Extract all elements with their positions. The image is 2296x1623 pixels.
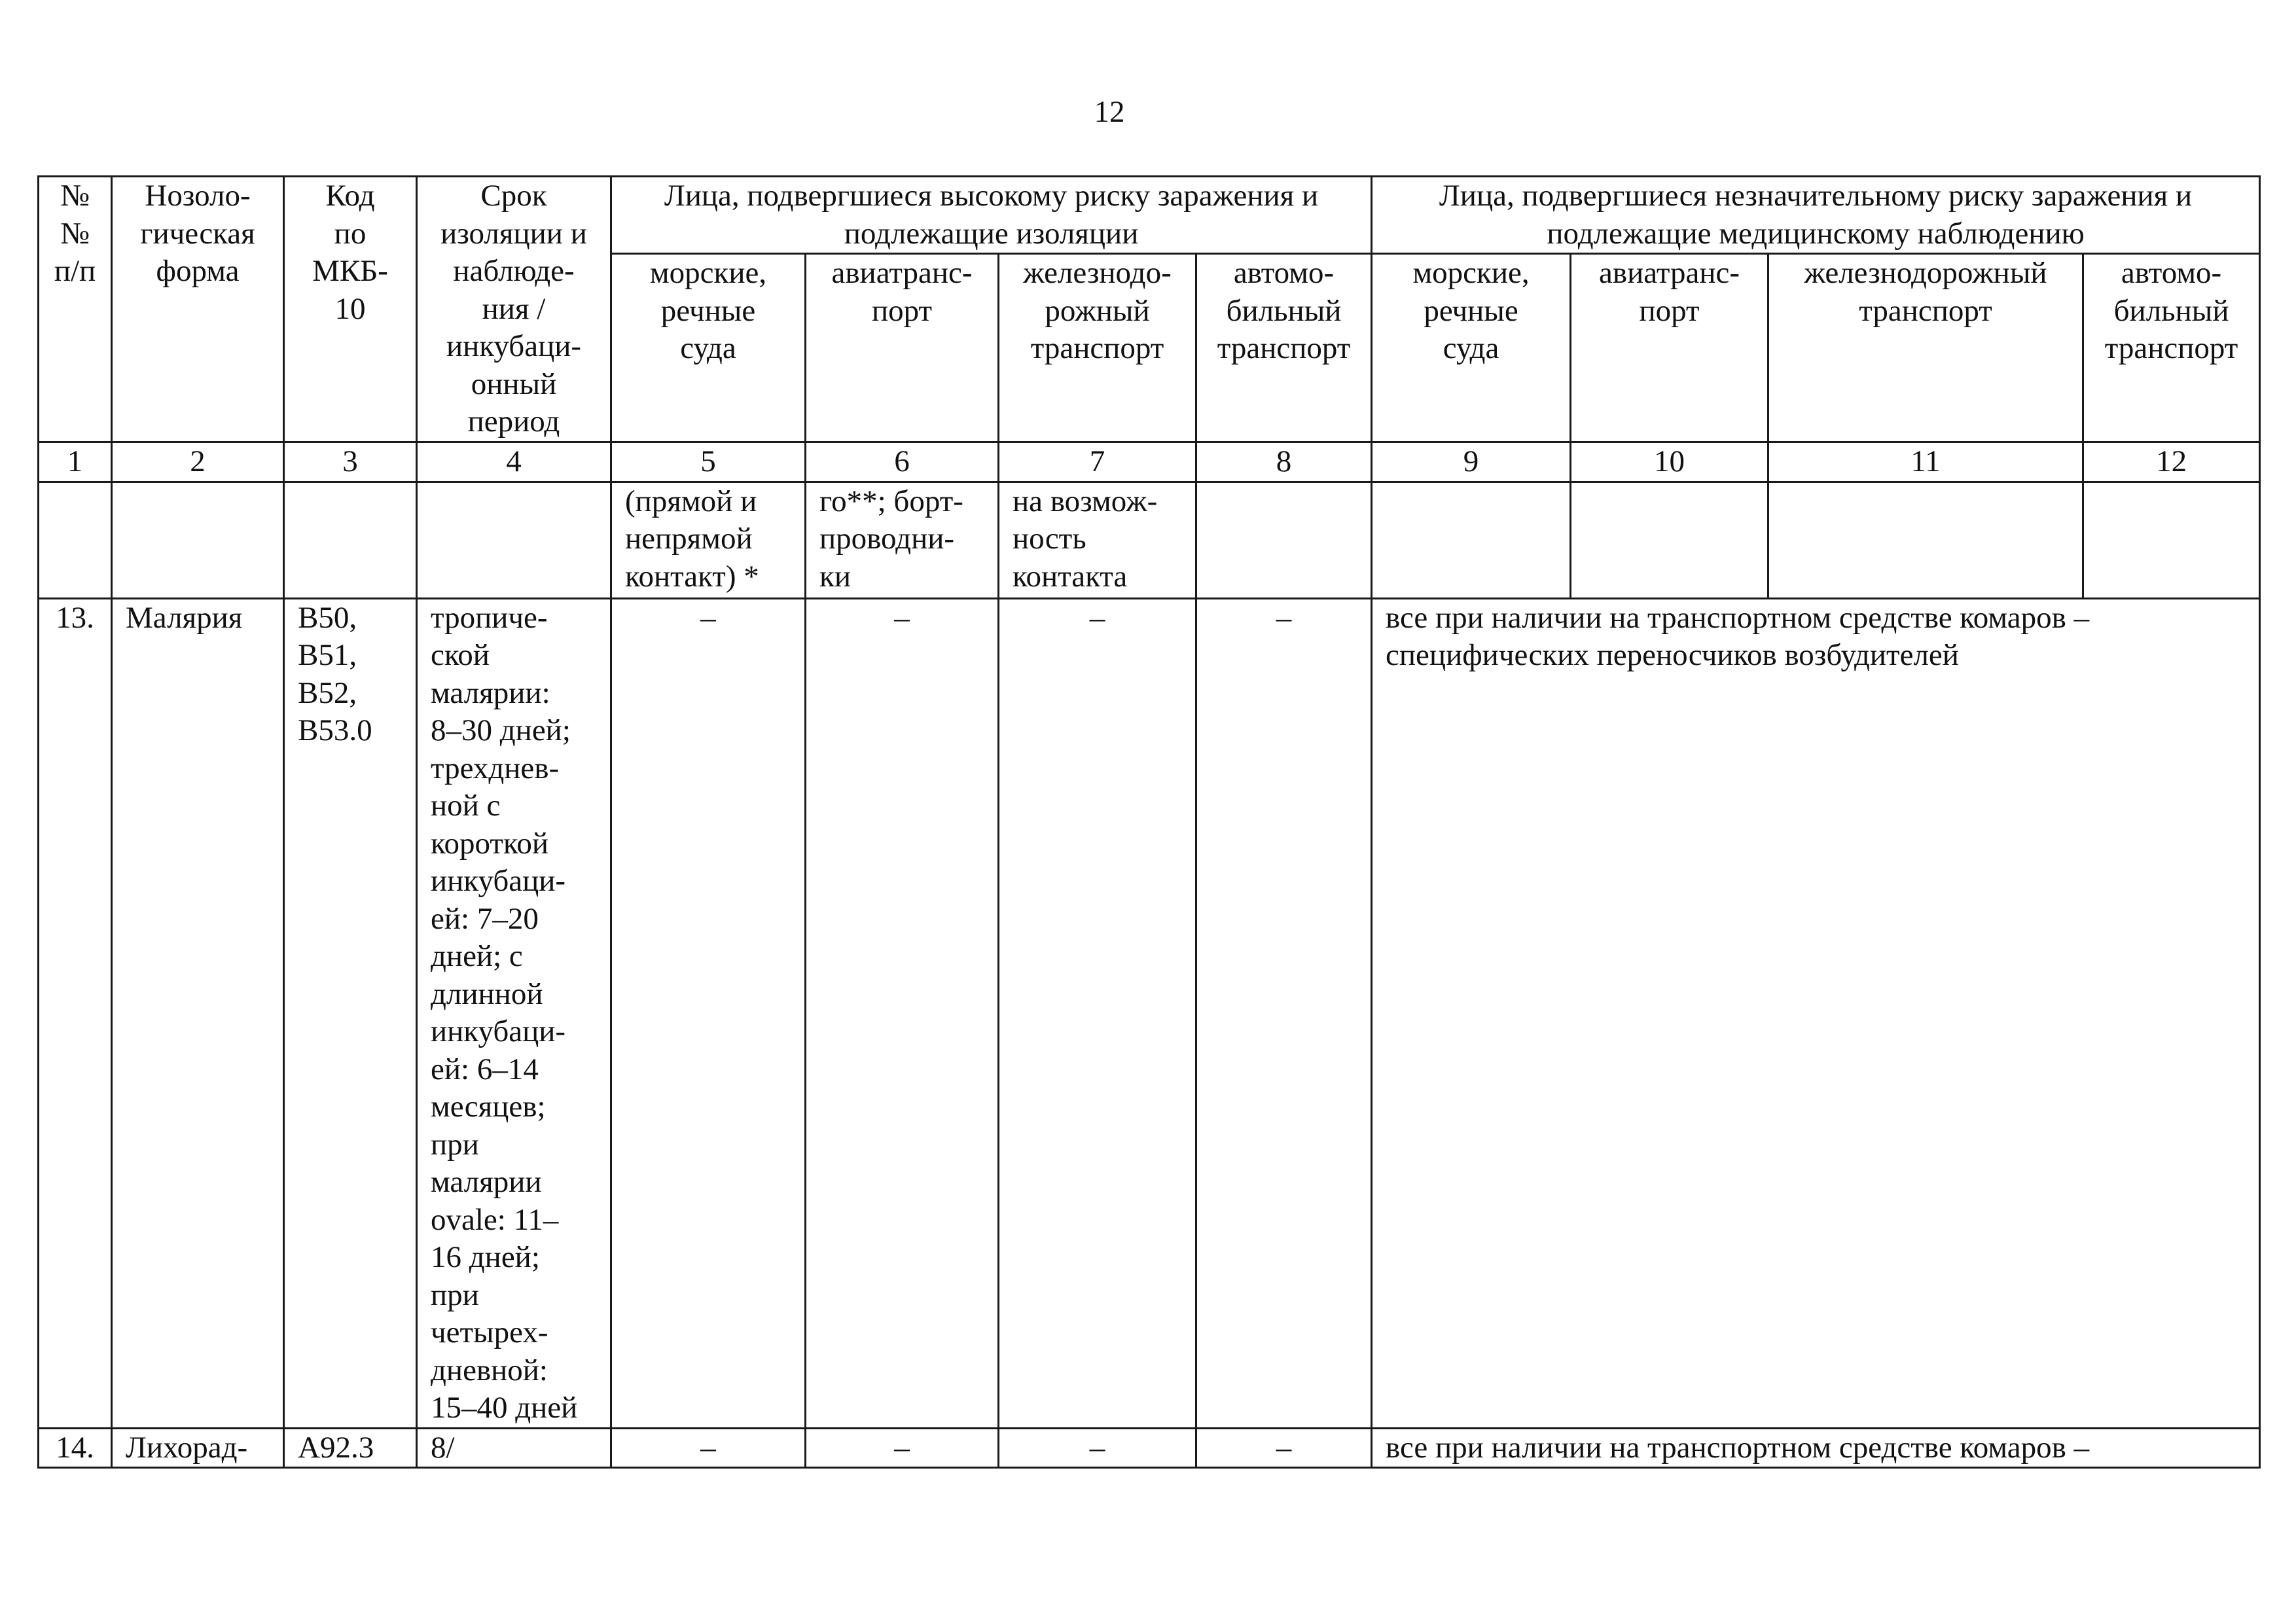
text-line: малярии [431, 1165, 542, 1199]
text-line: дней; с [431, 939, 523, 973]
text-line: контакта [1013, 559, 1128, 594]
header-low-air [1571, 254, 1768, 442]
text-line: автомо- [2121, 256, 2222, 290]
row-low-risk [1372, 598, 2260, 1428]
row-high-air: – [806, 1428, 999, 1468]
text-line: месяцев; [431, 1090, 546, 1124]
text-line: 16 дней; [431, 1240, 540, 1274]
continuation-sea [611, 482, 806, 598]
text-line: подлежащие медицинскому наблюдению [1547, 216, 2085, 251]
text-line: морские, [1412, 256, 1530, 290]
row-form: Лихорад- [112, 1428, 284, 1468]
text-line: дневной: [431, 1353, 548, 1387]
row-high-rail: – [999, 598, 1196, 1428]
text-line: наблюде- [453, 254, 575, 288]
empty-cell [417, 482, 611, 598]
text-line: № [60, 179, 90, 213]
column-number: 7 [999, 442, 1196, 482]
text-line: 15–40 дней [431, 1391, 578, 1425]
header-high-rail [999, 254, 1196, 442]
text-line: суда [680, 331, 736, 365]
row-high-auto: – [1196, 1428, 1372, 1468]
text-line: тропиче- [431, 600, 548, 635]
text-line: рожный [1045, 293, 1150, 328]
column-number: 2 [112, 442, 284, 482]
text-line: порт [1639, 293, 1700, 328]
row-high-sea: – [611, 598, 806, 1428]
column-number: 10 [1571, 442, 1768, 482]
column-number: 12 [2083, 442, 2260, 482]
text-line: Нозоло- [145, 179, 251, 213]
header-form [112, 177, 284, 442]
header-num [39, 177, 112, 442]
text-line: автомо- [1233, 256, 1335, 290]
text-line: железнодорожный [1804, 256, 2047, 290]
text-line: малярии: [431, 675, 550, 710]
text-line: длинной [431, 976, 543, 1011]
header-row-1 [39, 177, 2260, 254]
text-line: железнодо- [1023, 256, 1172, 290]
header-low-risk-group [1372, 177, 2260, 254]
text-line: ей: 7–20 [431, 901, 539, 936]
text-line: при [431, 1127, 479, 1162]
text-line: ей: 6–14 [431, 1052, 539, 1086]
text-line: на возмож- [1013, 484, 1158, 518]
header-high-risk-group [611, 177, 1372, 254]
column-number: 3 [284, 442, 417, 482]
row-low-risk: все при наличии на транспортном средстве комаров – [1372, 1428, 2260, 1468]
text-line: го**; борт- [819, 484, 963, 518]
text-line: авиатранс- [1599, 256, 1740, 290]
text-line: речные [660, 293, 756, 328]
text-line: все при наличии на транспортном средстве комаров – [1386, 600, 2090, 635]
text-line: период [467, 404, 560, 438]
text-line: суда [1443, 331, 1499, 365]
text-line: четырех- [431, 1315, 548, 1349]
header-high-auto [1196, 254, 1372, 442]
row-high-air: – [806, 598, 999, 1428]
table-row-fever [39, 1428, 2260, 1468]
header-code [284, 177, 417, 442]
column-number: 9 [1372, 442, 1571, 482]
text-line: ки [819, 559, 851, 594]
text-line: при [431, 1277, 479, 1312]
continuation-rail [999, 482, 1196, 598]
header-high-sea [611, 254, 806, 442]
empty-cell [1571, 482, 1768, 598]
text-line: Лица, подвергшиеся незначительному риску заражения и [1439, 179, 2193, 213]
row-code: A92.3 [284, 1428, 417, 1468]
text-line: B52, [298, 675, 357, 710]
text-line: B50, [298, 600, 357, 635]
row-high-auto: – [1196, 598, 1372, 1428]
continuation-row [39, 482, 2260, 598]
row-period [417, 598, 611, 1428]
header-low-rail [1768, 254, 2083, 442]
row-high-rail: – [999, 1428, 1196, 1468]
text-line: (прямой и [625, 484, 757, 518]
header-low-sea [1372, 254, 1571, 442]
empty-cell [112, 482, 284, 598]
column-number: 8 [1196, 442, 1372, 482]
text-line: морские, [649, 256, 767, 290]
text-line: 8–30 дней; [431, 713, 571, 747]
empty-cell [39, 482, 112, 598]
column-number: 4 [417, 442, 611, 482]
empty-cell [1196, 482, 1372, 598]
row-form: Малярия [112, 598, 284, 1428]
empty-cell [2083, 482, 2260, 598]
text-line: B53.0 [298, 713, 372, 747]
text-line: ovale: 11– [431, 1202, 559, 1237]
text-line: транспорт [1859, 293, 1992, 328]
text-line: ность [1013, 522, 1086, 556]
quarantine-table [37, 175, 2261, 1469]
text-line: авиатранс- [831, 256, 973, 290]
text-line: подлежащие изоляции [844, 216, 1139, 251]
column-number: 11 [1768, 442, 2083, 482]
text-line: трехднев- [431, 751, 560, 785]
header-high-air [806, 254, 999, 442]
text-line: Лица, подвергшиеся высокому риску заражения и [664, 179, 1319, 213]
text-line: непрямой [625, 522, 753, 556]
page-number: 12 [1094, 95, 1125, 129]
column-number: 5 [611, 442, 806, 482]
text-line: контакт) * [625, 559, 759, 594]
column-number-row [39, 442, 2260, 482]
text-line: МКБ- [312, 254, 388, 288]
row-number: 14. [39, 1428, 112, 1468]
text-line: инкубаци- [446, 329, 582, 363]
text-line: 10 [334, 291, 366, 326]
text-line: Срок [480, 179, 547, 213]
text-line: онный [471, 366, 557, 401]
text-line: п/п [54, 254, 96, 288]
text-line: по [334, 216, 367, 251]
row-number: 13. [39, 598, 112, 1428]
text-line: порт [871, 293, 933, 328]
text-line: проводни- [819, 522, 955, 556]
text-line: № [60, 216, 90, 251]
text-line: B51, [298, 638, 357, 672]
continuation-air [806, 482, 999, 598]
text-line: ской [431, 638, 490, 672]
empty-cell [1768, 482, 2083, 598]
text-line: бильный [1226, 293, 1342, 328]
text-line: транспорт [1030, 331, 1164, 365]
text-line: Код [325, 179, 375, 213]
text-line: транспорт [1217, 331, 1351, 365]
row-code [284, 598, 417, 1428]
text-line: инкубаци- [431, 1014, 566, 1048]
row-period: 8/ [417, 1428, 611, 1468]
text-line: бильный [2113, 293, 2229, 328]
text-line: ной с [431, 789, 501, 823]
header-period [417, 177, 611, 442]
header-low-auto [2083, 254, 2260, 442]
text-line: гическая [140, 216, 255, 251]
row-high-sea: – [611, 1428, 806, 1468]
empty-cell [1372, 482, 1571, 598]
table-row-malaria [39, 598, 2260, 1428]
text-line: транспорт [2104, 331, 2238, 365]
text-line: инкубаци- [431, 864, 566, 898]
text-line: изоляции и [440, 216, 587, 251]
text-line: специфических переносчиков возбудителей [1386, 638, 1959, 672]
column-number: 6 [806, 442, 999, 482]
text-line: речные [1424, 293, 1518, 328]
text-line: форма [156, 254, 240, 288]
column-number: 1 [39, 442, 112, 482]
text-line: ния / [482, 291, 546, 326]
empty-cell [284, 482, 417, 598]
text-line: короткой [431, 826, 548, 861]
